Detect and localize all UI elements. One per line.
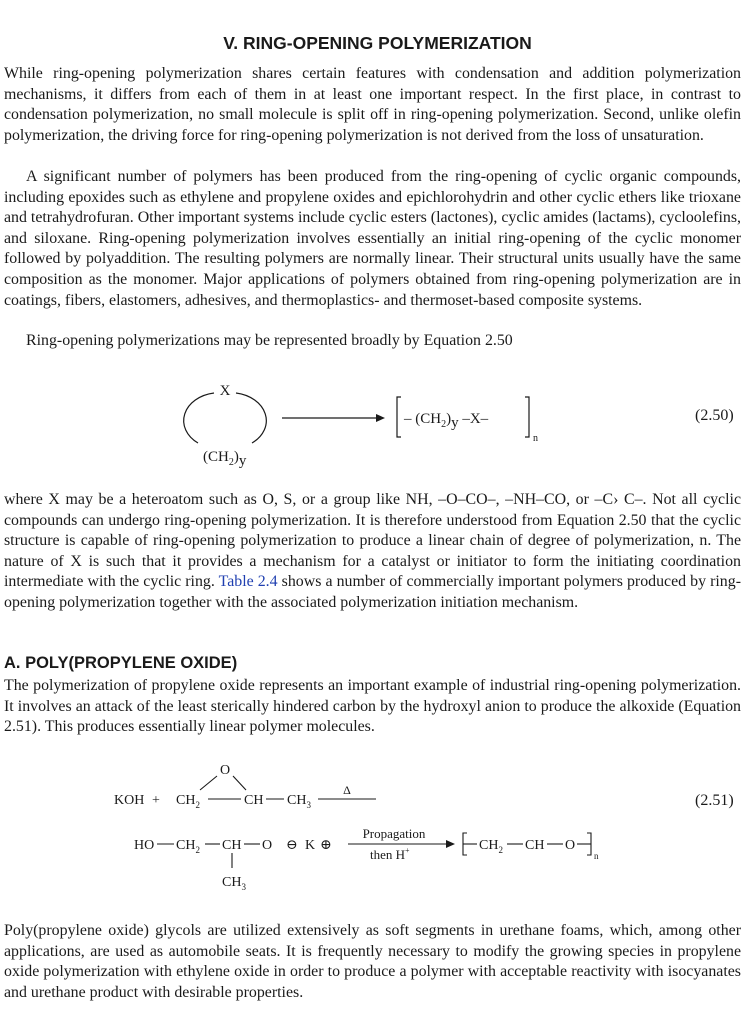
equation-2-50 (0, 370, 755, 480)
alkoxide-oxygen: O (262, 838, 273, 853)
subsection-paragraph-1: The polymerization of propylene oxide represents an important example of industrial ring-opening polymerization. It involves an attack of the least sterically hindered carbon by the hydroxyl anion to produce the alkoxide (Equation 2.51). This produces essentially linear polymer molecules. (4, 677, 741, 736)
epoxide-ch: CH (244, 793, 264, 808)
section-paragraph-2: A significant number of polymers has been produced from the ring-opening of cyclic organic compounds, including epoxides such as ethylene and propylene oxides and epichlorohydrin and other cyclic ethers like trioxane and tetrahydrofuran. Other important systems include cyclic esters (lactones), cyclic amides (lactams), cycloolefins, and siloxane. Ring-opening polymerization involves essentially an initial ring-opening of the cyclic monomer followed by polyaddition. The resulting polymers are normally linear. Their structural units usually have the same composition as the monomer. Major applications of polymers obtained from ring-opening polymerization are in coatings, fibers, elastomers, adhesives, and thermoplastics- and thermoset-based composite systems. (4, 168, 741, 309)
propagation-label: Propagation (362, 826, 426, 841)
product-ch2: $CH_2$ (479, 838, 503, 855)
potassium-ion: K (305, 838, 316, 853)
hydroxyl-end: HO (134, 838, 155, 853)
chain-ch: CH (222, 838, 242, 853)
subsection-heading: A. POLY(PROPYLENE OXIDE) (4, 654, 238, 672)
equation-number-2-51: (2.51) (695, 792, 734, 809)
bracket-right (525, 397, 529, 437)
equation-number-2-50: (2.50) (695, 407, 734, 424)
chain-ch2: $CH_2$ (176, 838, 200, 855)
epoxide-oxygen: O (219, 763, 231, 778)
ring-methylene-label: $(CH_2)y$ (203, 449, 247, 469)
positive-charge: ⊕ (320, 838, 332, 853)
epoxide-c-o-left (200, 776, 217, 790)
methyl-group: $CH_3$ (287, 793, 311, 810)
product-oxygen: O (565, 838, 576, 853)
section-paragraph-4: where X may be a heteroatom such as O, S, or a group like NH, –O–CO–, –NH–CO, or –C› C–. Not all cyclic compounds can undergo ring-opening polymerization. It is therefore understood from Equation 2.50 that the cyclic structure is capable of ring-opening polymerization to produce a linear chain of degree of polymerization, n. The nature of X is such that it provides a mechanism for a catalyst or initiator to form the initiating coordination intermediate with the cyclic ring. Table 2.4 shows a number of commercially important polymers produced by ring-opening polymerization together with the associated polymerization initiation mechanism. (4, 491, 741, 611)
pendant-methyl: $CH_3$ (222, 875, 246, 892)
repeat-subscript: n (533, 433, 538, 444)
koh-label: KOH (114, 793, 145, 808)
bracket-left (397, 397, 401, 437)
plus-sign: + (152, 793, 160, 808)
ring-bond-right (236, 393, 266, 443)
reaction-arrow-head (376, 414, 385, 422)
epoxide-c-o-right (233, 776, 246, 790)
section-paragraph-1: While ring-opening polymerization shares certain features with condensation and addition polymerization mechanisms, it differs from each of them in at least one important respect. In the first place, in contrast to condensation polymerization, no small molecule is split off in ring-opening polymerization. Second, unlike olefin polymerization, the driving force for ring-opening polymerization is not derived from the loss of unsaturation. (4, 65, 741, 144)
repeat-unit: – $(CH_2)y$ –X– (404, 411, 489, 431)
negative-charge: ⊖ (286, 838, 298, 853)
section-paragraph-3: Ring-opening polymerizations may be represented broadly by Equation 2.50 (26, 332, 513, 349)
propagation-arrow-head (446, 840, 455, 848)
section-heading: V. RING-OPENING POLYMERIZATION (223, 33, 532, 53)
product-ch: CH (525, 838, 545, 853)
product-subscript: n (594, 851, 599, 861)
ring-heteroatom: X (219, 383, 231, 399)
ring-bond-left (184, 393, 214, 443)
table-2-4-link[interactable]: Table 2.4 (218, 573, 278, 591)
heat-symbol: Δ (343, 783, 351, 797)
equation-2-51 (0, 755, 755, 905)
epoxide-ch2: $CH_2$ (176, 793, 200, 810)
acid-label: then H+ (370, 846, 410, 862)
subsection-paragraph-2: Poly(propylene oxide) glycols are utilized extensively as soft segments in urethane foams, which, among other applications, are used as automobile seats. It is frequently necessary to modify the growing species in propylene oxide polymerization with ethylene oxide in order to produce a polymer with acceptable reactivity with isocyanates and urethane product with desirable properties. (4, 922, 741, 1001)
